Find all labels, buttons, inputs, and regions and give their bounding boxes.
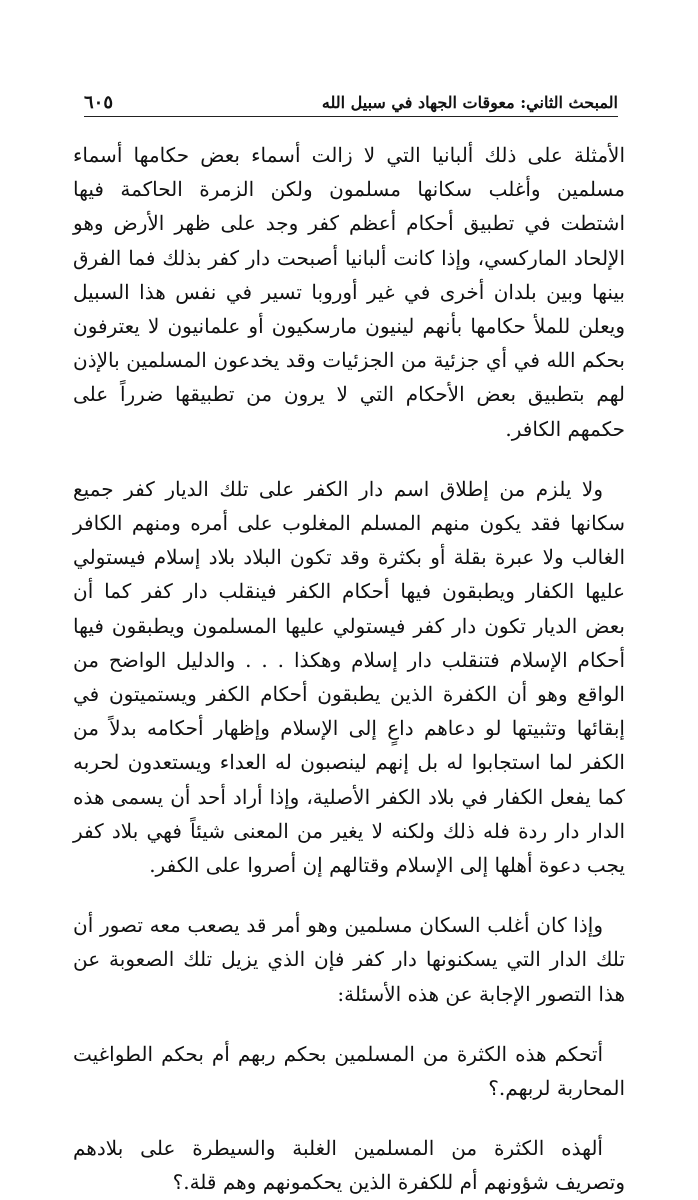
paragraph-5: ألهذه الكثرة من المسلمين الغلبة والسيطرة على بلادهم وتصريف شؤونهم أم للكفرة الذين يحكمونهم وهم قلة.؟ [73,1136,625,1195]
body-text [73,138,625,1200]
running-header [84,90,618,114]
paragraph-2: ولا يلزم من إطلاق اسم دار الكفر على تلك الديار كفر جميع سكانها فقد يكون منهم المسلم المغلوب على أمره ومنهم الكافر الغالب ولا عبرة بقلة أو بكثرة وقد تكون البلاد بلاد إسلام فيستولي عليها الكفار ويطبقون فيها أحكام الكفر فينقلب دار كفر كما أن بعض الديار تكون دار كفر فيستولي عليها المسلمون ويطبقون فيها أحكام الإسلام فتنقلب دار إسلام وهكذا . . . والدليل الواضح من الواقع وهو أن الكفرة الذين يطبقون أحكام الكفر ويستميتون في إبقائها وتثبيتها لو دعاهم داعٍ إلى الإسلام وإظهار أحكامه بدلاً من الكفر لما استجابوا له بل إنهم لينصبون له العداء ويستعدون لحربه كما يفعل الكفار في بلاد الكفر الأصلية، وإذا أراد أحد أن يسمى هذه الدار دار ردة فله ذلك ولكنه لا يغير من المعنى شيئاً فهي بلاد كفر يجب دعوة أهلها إلى الإسلام وقتالهم إن أصروا على الكفر. [73,476,626,878]
page-number: ٦٠٥ [84,91,114,113]
paragraph-3: وإذا كان أغلب السكان مسلمين وهو أمر قد يصعب معه تصور أن تلك الدار التي يسكنونها دار كفر فإن الذي يزيل تلك الصعوبة عن هذا التصور الإجابة عن هذه الأسئلة: [73,913,625,1006]
paragraph-1: الأمثلة على ذلك ألبانيا التي لا زالت أسماء بعض حكامها أسماء مسلمين وأغلب سكانها مسلمون ولكن الزمرة الحاكمة فيها اشتطت في تطبيق أحكام أعظم كفر وجد على ظهر الأرض وهو الإلحاد الماركسي، وإذا كانت ألبانيا أصبحت دار كفر بذلك فما الفرق بينها وبين بلدان أخرى في غير أوروبا تسير في نفس هذا السبيل ويعلن للملأ حكامها بأنهم لينيون مارسكيون أو علمانيون لا يعترفون بحكم الله في أي جزئية من الجزئيات وقد يخدعون المسلمين بالإذن لهم بتطبيق بعض الأحكام التي لا يرون من تطبيقها ضرراً على حكمهم الكافر. [73,143,625,441]
paragraph-4: أتحكم هذه الكثرة من المسلمين بحكم ربهم أم بحكم الطواغيت المحاربة لربهم.؟ [73,1041,625,1101]
header-rule [84,116,618,117]
chapter-title: المبحث الثاني: معوقات الجهاد في سبيل الله [321,92,618,112]
